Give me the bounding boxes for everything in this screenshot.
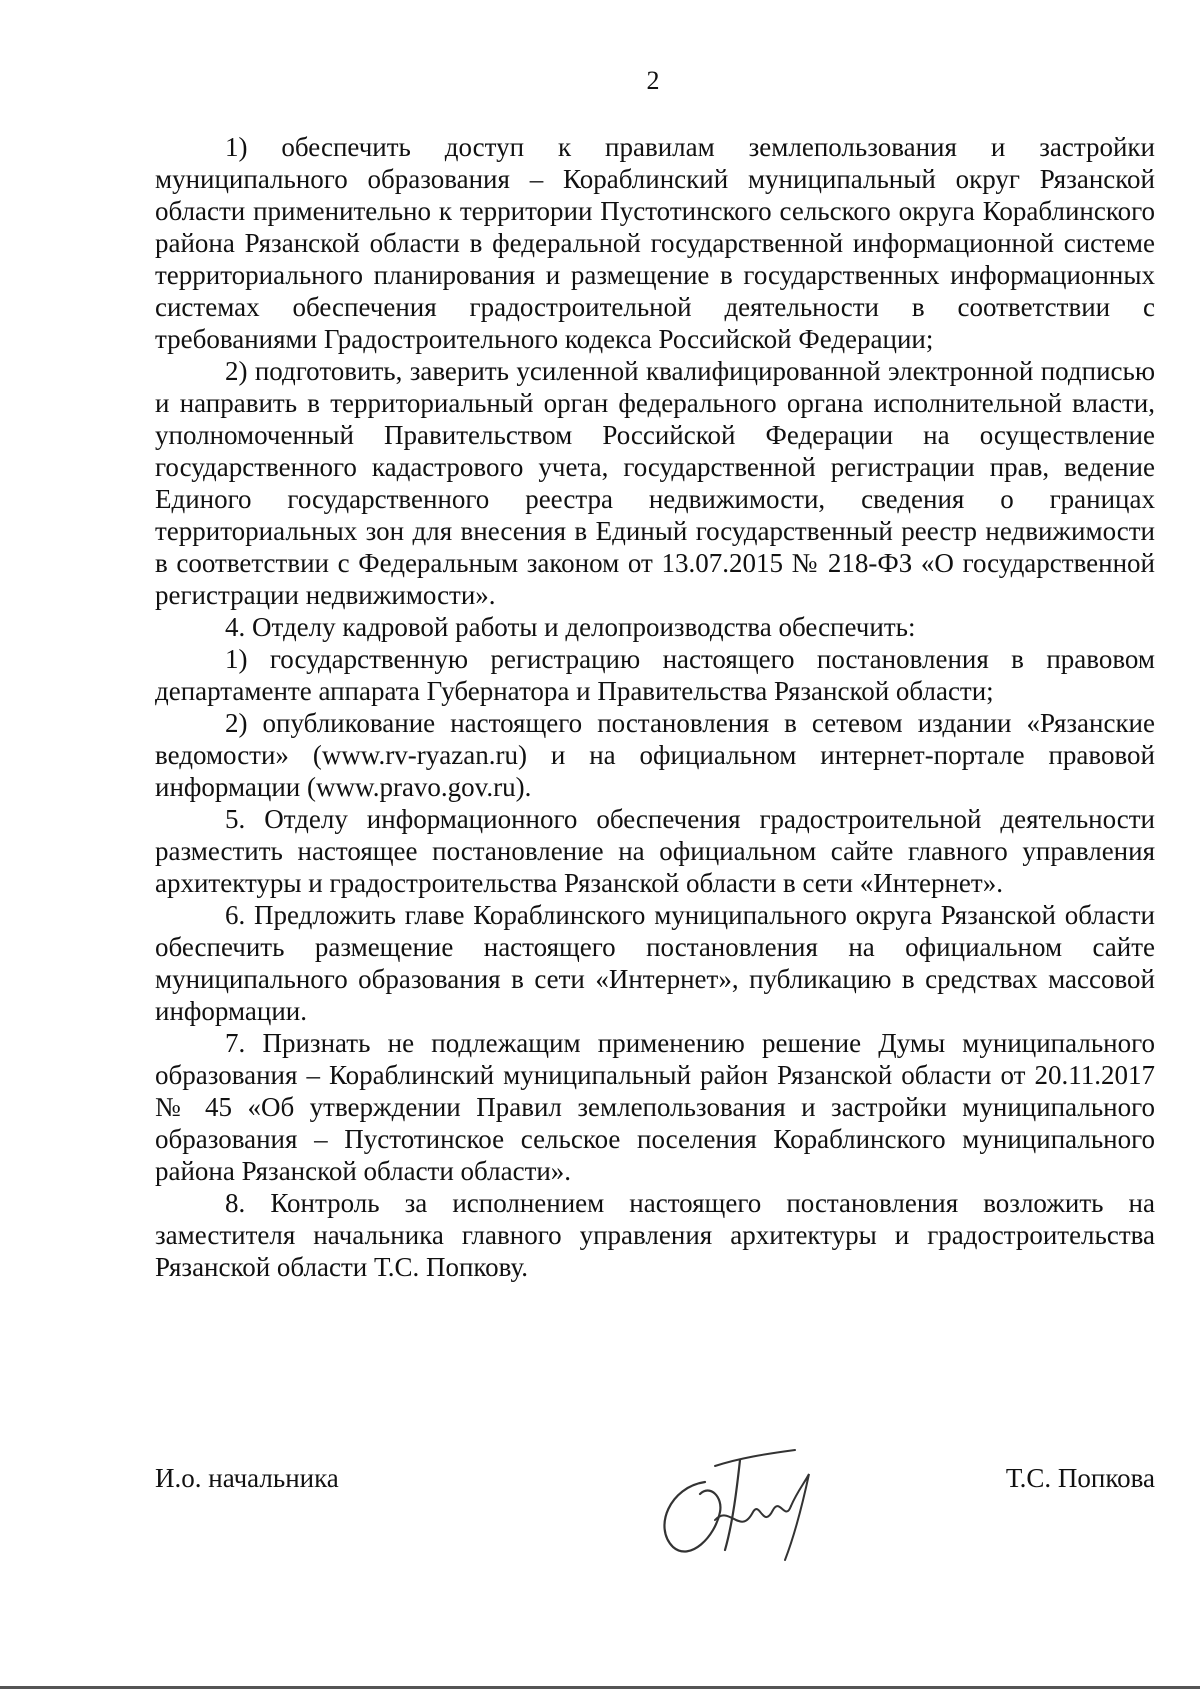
handwritten-signature — [645, 1442, 835, 1572]
signatory-name: Т.С. Попкова — [1005, 1463, 1155, 1493]
paragraph-item-1-ensure-access: 1) обеспечить доступ к правилам землепользования и застройки муниципального образования – Кораблинский муниципальный округ Рязанской области применительно к территории Пустотинского сельского округа Кораблинского района Рязанской области в федеральной государственной информационной системе территориального планирования и размещение в государственных информационных системах обеспечения градостроительной деятельности в соответствии с требованиями Градостроительного кодекса Российской Федерации; — [155, 132, 1155, 354]
paragraph-item-2-prepare-sign: 2) подготовить, заверить усиленной квалифицированной электронной подписью и направить в территориальный орган федерального органа исполнительной власти, уполномоченный Правительством Российской Федерации на осуществление государственного кадастрового учета, государственной регистрации прав, ведение Единого государственного реестра недвижимости, сведения о границах территориальных зон для внесения в Единый государственный реестр недвижимости в соответствии с Федеральным законом от 13.07.2015 № 218-ФЗ «О государственной регистрации недвижимости». — [155, 356, 1155, 610]
signature-block — [155, 1462, 1155, 1502]
paragraph-clause-5: 5. Отделу информационного обеспечения градостроительной деятельности разместить настоящее постановление на официальном сайте главного управления архитектуры и градостроительства Рязанской области в сети «Интернет». — [155, 804, 1155, 898]
page-number: 2 — [646, 66, 660, 95]
signatory-position: И.о. начальника — [155, 1463, 339, 1493]
paragraph-clause-8: 8. Контроль за исполнением настоящего постановления возложить на заместителя начальника главного управления архитектуры и градостроительства Рязанской области Т.С. Попкову. — [155, 1188, 1155, 1282]
bottom-scan-edge — [0, 1686, 1200, 1689]
paragraph-clause-4: 4. Отделу кадровой работы и делопроизводства обеспечить: — [225, 612, 916, 642]
paragraph-clause-6: 6. Предложить главе Кораблинского муниципального округа Рязанской области обеспечить размещение настоящего постановления на официальном сайте муниципального образования в сети «Интернет», публикацию в средствах массовой информации. — [155, 900, 1155, 1026]
document-body — [155, 131, 1155, 1283]
paragraph-clause-4-item-2: 2) опубликование настоящего постановления в сетевом издании «Рязанские ведомости» (www.rv-ryazan.ru) и на официальном интернет-портале правовой информации (www.pravo.gov.ru). — [155, 708, 1155, 802]
paragraph-clause-4-item-1: 1) государственную регистрацию настоящего постановления в правовом департаменте аппарата Губернатора и Правительства Рязанской области; — [155, 644, 1155, 706]
paragraph-clause-7: 7. Признать не подлежащим применению решение Думы муниципального образования – Кораблинский муниципальный район Рязанской области от 20.11.2017 № 45 «Об утверждении Правил землепользования и застройки муниципального образования – Пустотинское сельское поселения Кораблинского муниципального района Рязанской области области». — [155, 1028, 1155, 1186]
